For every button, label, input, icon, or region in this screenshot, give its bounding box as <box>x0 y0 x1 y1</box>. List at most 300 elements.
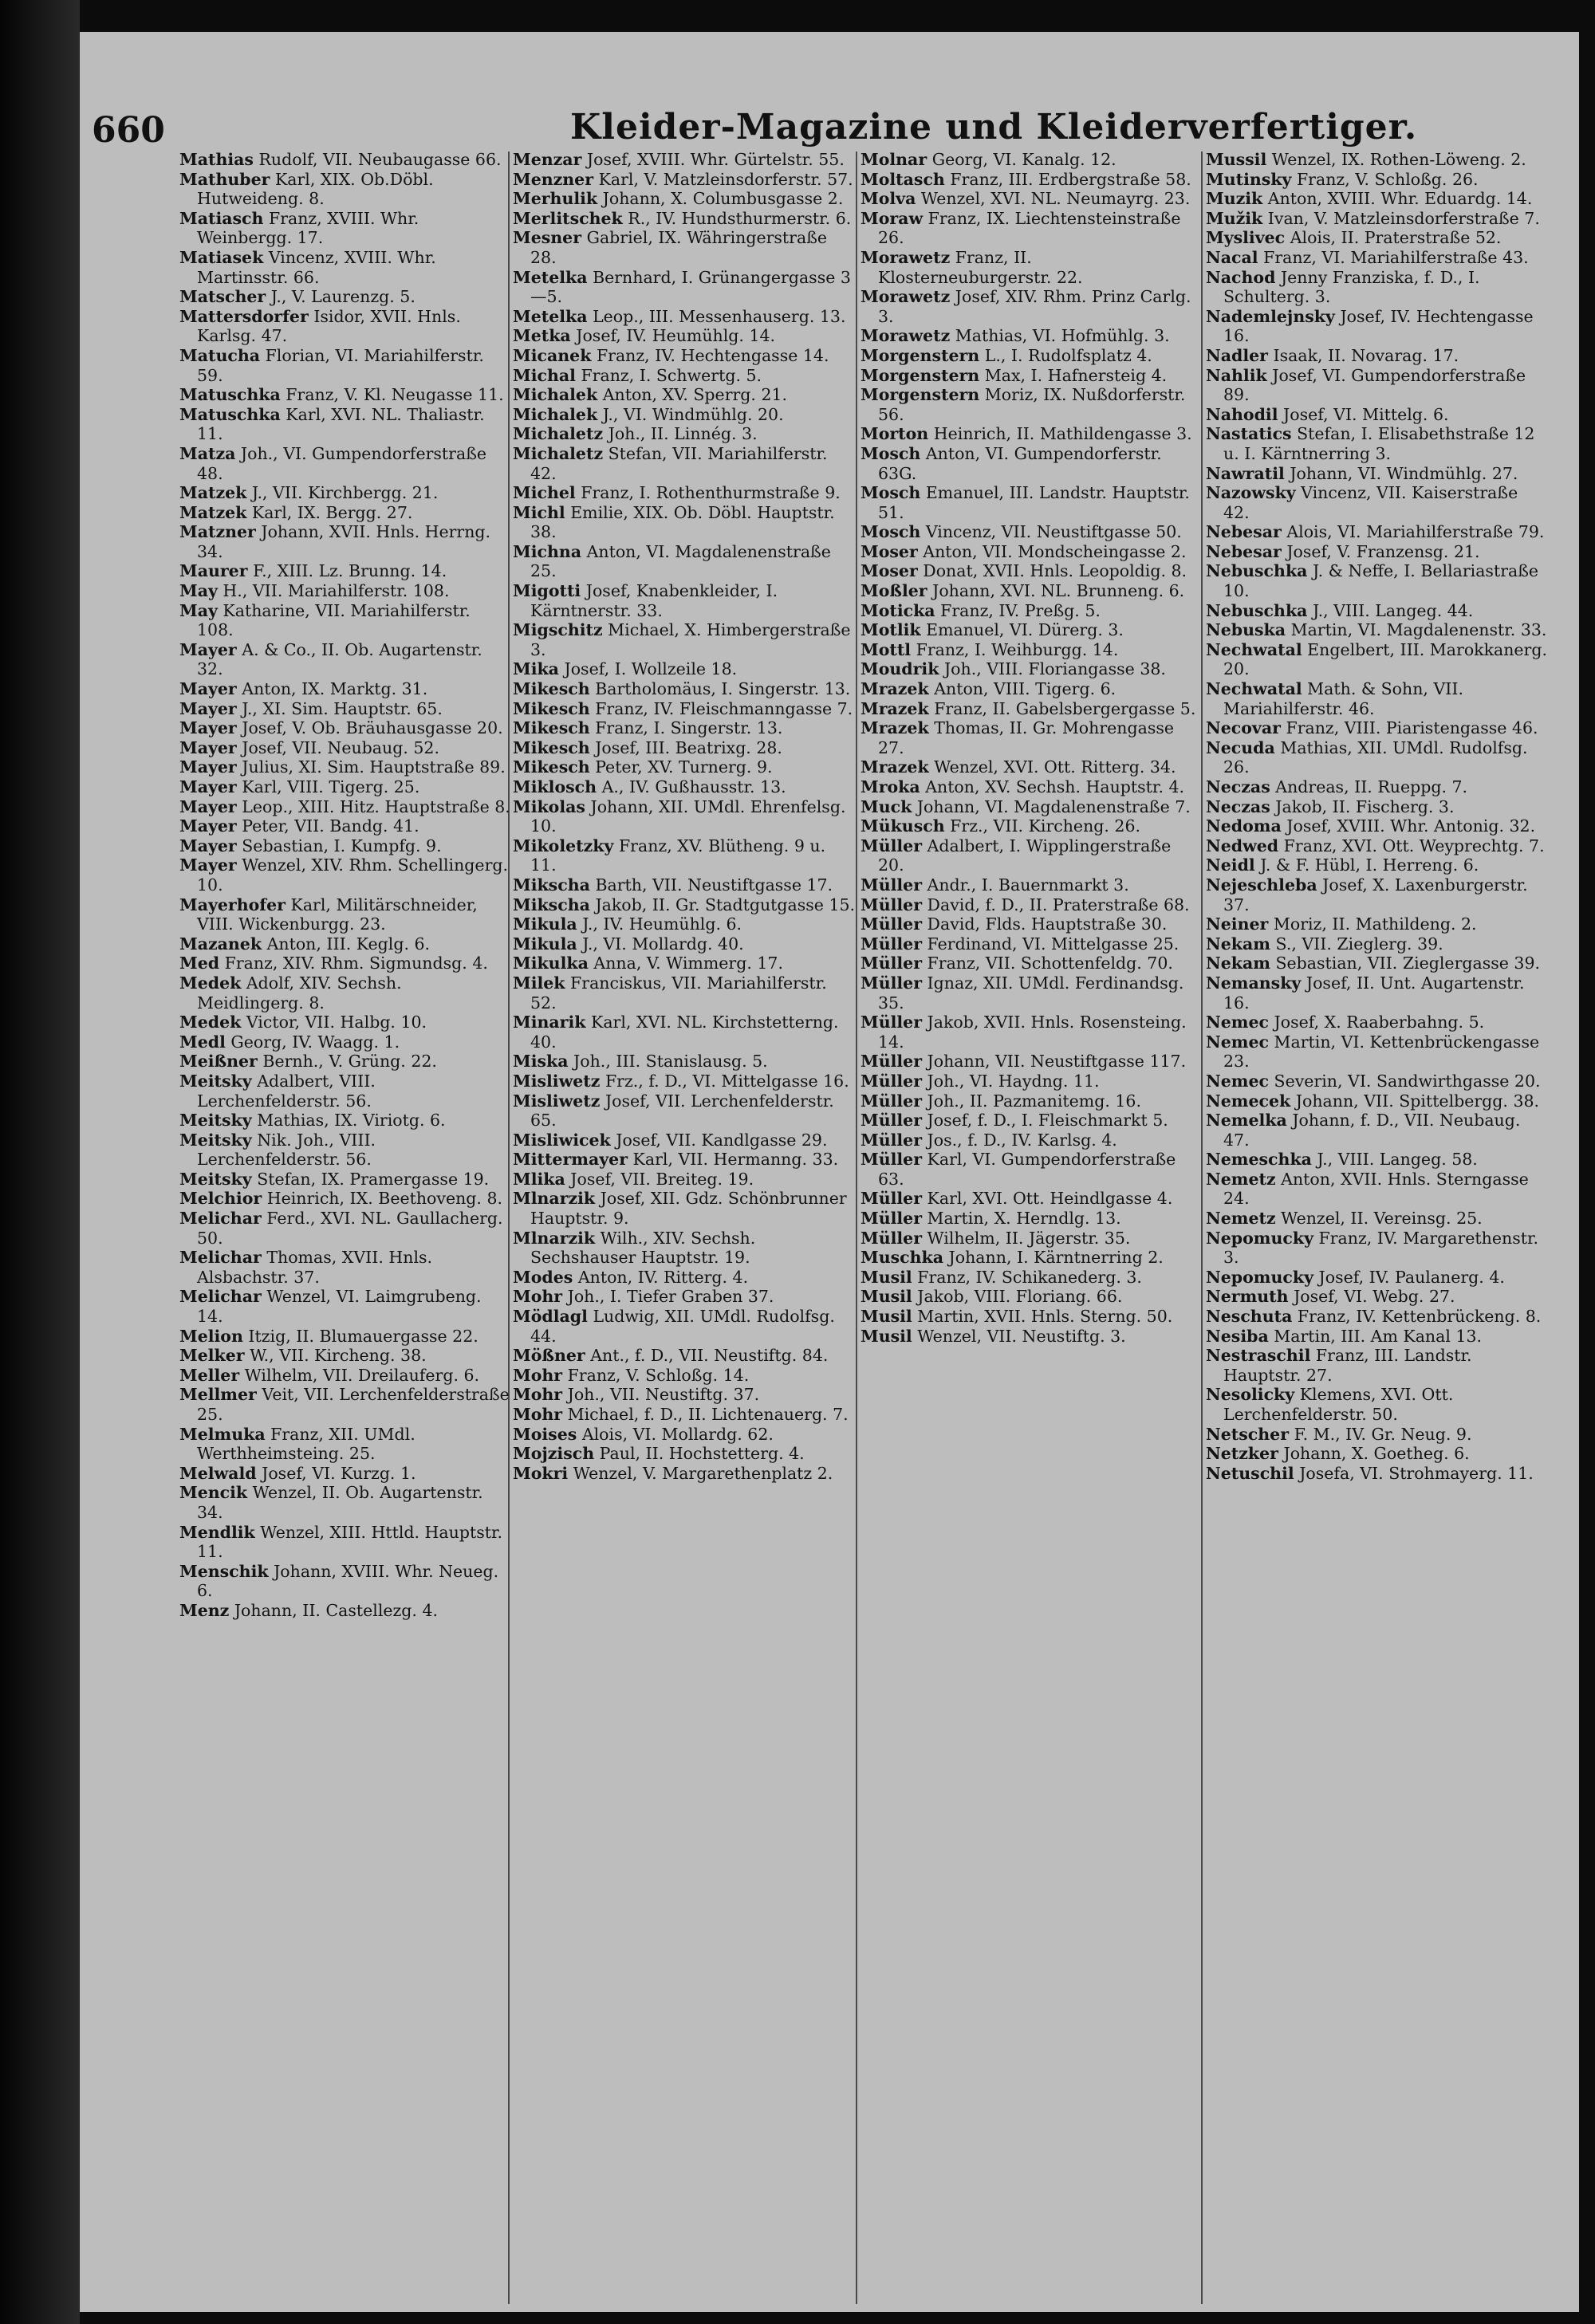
entry-surname: Menzar <box>513 150 582 169</box>
entry-details: Frz., VII. Kircheng. 26. <box>950 816 1141 836</box>
entry-details: Joh., II. Pazmanitemg. 16. <box>927 1091 1141 1111</box>
entry-details: Frz., f. D., VI. Mittelgasse 16. <box>605 1071 849 1091</box>
entry-surname: Michalek <box>513 404 598 424</box>
entry-surname: Nesiba <box>1206 1326 1269 1346</box>
directory-entry <box>1206 1444 1549 1464</box>
entry-surname: Mayer <box>179 737 237 757</box>
entry-surname: Mussil <box>1206 150 1267 169</box>
entry-surname: Mayer <box>179 796 237 816</box>
entry-details: Michael, f. D., II. Lichtenauerg. 7. <box>567 1405 849 1424</box>
directory-entry <box>861 973 1199 1013</box>
entry-surname: Necovar <box>1206 718 1281 738</box>
directory-entry <box>1206 522 1549 542</box>
entry-surname: Muzik <box>1206 189 1263 209</box>
directory-entry <box>861 248 1199 287</box>
directory-entry <box>179 1425 510 1464</box>
entry-details: Karl, VIII. Tigerg. 25. <box>242 777 420 796</box>
directory-entry <box>1206 424 1549 463</box>
directory-entry <box>861 385 1199 424</box>
directory-entry <box>1206 836 1549 856</box>
directory-entry <box>513 1405 856 1425</box>
entry-details: Engelbert, III. Marokkanerg. 20. <box>1223 639 1547 679</box>
directory-entry <box>513 1307 856 1346</box>
entry-details: Johann, X. Goetheg. 6. <box>1283 1444 1470 1464</box>
directory-entry <box>1206 346 1549 366</box>
entry-details: Franz, XV. Blütheng. 9 u. 11. <box>530 836 826 875</box>
directory-entry <box>179 777 510 797</box>
directory-entry <box>513 189 856 209</box>
directory-entry <box>1206 640 1549 679</box>
directory-entry <box>861 1248 1199 1268</box>
entry-details: Franz, XVIII. Whr. Weinbergg. 17. <box>197 208 419 248</box>
entry-details: J. & F. Hübl, I. Herreng. 6. <box>1260 855 1479 875</box>
entry-surname: Müller <box>861 934 923 954</box>
entry-surname: Mikolas <box>513 796 585 816</box>
directory-entry <box>179 444 510 483</box>
directory-entry <box>1206 934 1549 954</box>
directory-entry <box>1206 561 1549 600</box>
entry-surname: Nesolicky <box>1206 1385 1295 1405</box>
directory-entry <box>513 483 856 503</box>
entry-surname: Mosch <box>861 522 921 542</box>
entry-surname: Nepomucky <box>1206 1267 1313 1287</box>
directory-entry <box>513 424 856 444</box>
entry-details: Karl, XVI. Ott. Heindlgasse 4. <box>927 1189 1173 1209</box>
directory-entry <box>513 757 856 777</box>
entry-surname: Minarik <box>513 1013 586 1032</box>
entry-details: Joh., VI. Gumpendorferstraße 48. <box>197 443 487 483</box>
entry-surname: Nestraschil <box>1206 1346 1311 1366</box>
entry-details: Johann, XVI. NL. Brunneng. 6. <box>932 581 1185 601</box>
entry-surname: Müller <box>861 895 923 914</box>
entry-details: Karl, IX. Bergg. 27. <box>251 502 413 522</box>
entry-details: Josef, III. Beatrixg. 28. <box>595 737 782 757</box>
entry-surname: Michl <box>513 502 565 522</box>
entry-details: A., IV. Gußhausstr. 13. <box>601 777 786 796</box>
directory-entry <box>861 1307 1199 1327</box>
entry-surname: Mayer <box>179 777 237 796</box>
directory-entry <box>513 1464 856 1484</box>
entry-surname: Med <box>179 954 220 973</box>
entry-surname: Müller <box>861 1071 923 1091</box>
directory-entry <box>861 170 1199 190</box>
directory-entry <box>179 1170 510 1190</box>
directory-entry <box>513 1385 856 1405</box>
directory-entry <box>1206 1327 1549 1347</box>
directory-entry <box>1206 1209 1549 1229</box>
directory-entry <box>861 542 1199 562</box>
entry-surname: Müller <box>861 914 923 934</box>
entry-details: W., VII. Kircheng. 38. <box>250 1346 427 1366</box>
entry-surname: Nemansky <box>1206 973 1302 993</box>
entry-surname: Moltasch <box>861 169 945 189</box>
entry-surname: Muck <box>861 796 912 816</box>
directory-entry <box>179 836 510 856</box>
directory-entry <box>861 816 1199 836</box>
entry-details: Anton, IX. Marktg. 31. <box>242 679 428 699</box>
entry-details: Johann, VII. Neustiftgasse 117. <box>927 1052 1187 1072</box>
entry-details: Anton, VII. Mondscheingasse 2. <box>923 541 1187 561</box>
directory-entry <box>179 973 510 1013</box>
directory-entry <box>179 718 510 738</box>
book-spine-edge <box>0 0 80 2324</box>
directory-entry <box>1206 679 1549 718</box>
entry-surname: Matzek <box>179 483 247 503</box>
entry-details: Franz, VIII. Piaristengasse 46. <box>1286 718 1538 738</box>
entry-details: David, Flds. Hauptstraße 30. <box>927 914 1168 934</box>
entry-details: J., VI. Mollardg. 40. <box>582 934 744 954</box>
entry-surname: Migotti <box>513 581 581 601</box>
entry-surname: Mikula <box>513 914 577 934</box>
directory-entry <box>513 405 856 425</box>
entry-surname: Mikesch <box>513 718 590 738</box>
directory-entry <box>1206 1170 1549 1209</box>
entry-surname: Müller <box>861 1111 923 1131</box>
entry-surname: Morgenstern <box>861 365 980 385</box>
entry-details: J., VII. Kirchbergg. 21. <box>251 483 439 503</box>
entry-surname: Mayer <box>179 836 237 855</box>
entry-details: Martin, III. Am Kanal 13. <box>1274 1326 1483 1346</box>
entry-surname: Motlik <box>861 620 921 640</box>
entry-details: Franz, XIV. Rhm. Sigmundsg. 4. <box>224 954 488 973</box>
directory-entry <box>513 1366 856 1386</box>
entry-details: Josef, VII. Lerchenfelderstr. 65. <box>530 1091 834 1131</box>
directory-entry <box>861 954 1199 973</box>
entry-details: Anton, III. Keglg. 6. <box>266 934 431 954</box>
entry-surname: Müller <box>861 836 923 855</box>
entry-surname: Morawetz <box>861 247 951 267</box>
directory-entry <box>861 346 1199 366</box>
entry-details: Joh., II. Linnég. 3. <box>608 424 758 444</box>
entry-details: Karl, XVI. NL. Kirchstetterng. 40. <box>530 1013 839 1052</box>
entry-details: Anton, VI. Magdalenenstraße 25. <box>530 541 831 581</box>
entry-details: Wenzel, V. Margarethenplatz 2. <box>573 1463 833 1483</box>
entry-surname: Mikesch <box>513 679 590 699</box>
entry-surname: Moudrik <box>861 659 939 679</box>
directory-entry <box>861 1072 1199 1091</box>
directory-entry <box>179 1366 510 1386</box>
entry-details: Anton, IV. Ritterg. 4. <box>577 1267 749 1287</box>
directory-entry <box>861 659 1199 679</box>
directory-entry <box>1206 1111 1549 1150</box>
entry-surname: Medek <box>179 973 242 993</box>
entry-details: Franz, IV. Preßg. 5. <box>940 600 1101 620</box>
entry-details: Georg, IV. Waagg. 1. <box>230 1032 400 1052</box>
entry-details: Josef, IV. Hechtengasse 16. <box>1223 306 1534 346</box>
directory-entry <box>1206 189 1549 209</box>
entry-details: Franz, VI. Mariahilferstraße 43. <box>1263 247 1529 267</box>
entry-details: Vincenz, VII. Kaiserstraße 42. <box>1223 483 1518 522</box>
directory-entry <box>513 1131 856 1150</box>
entry-details: Wenzel, II. Ob. Augartenstr. 34. <box>197 1483 483 1522</box>
directory-entry <box>861 561 1199 581</box>
directory-entry <box>513 209 856 229</box>
entry-surname: Metelka <box>513 306 588 326</box>
entry-details: Peter, XV. Turnerg. 9. <box>595 757 773 777</box>
entry-details: Wenzel, VI. Laimgrubeng. 14. <box>197 1287 482 1327</box>
entry-details: J., XI. Sim. Hauptstr. 65. <box>242 698 443 718</box>
directory-entry <box>861 777 1199 797</box>
entry-details: Martin, X. Herndlg. 13. <box>927 1209 1121 1229</box>
directory-entry <box>861 875 1199 895</box>
directory-entry <box>1206 1150 1549 1170</box>
entry-surname: Michaletz <box>513 443 604 463</box>
entry-surname: Migschitz <box>513 620 603 640</box>
entry-surname: Moser <box>861 541 918 561</box>
directory-entry <box>513 444 856 483</box>
entry-surname: Merlitschek <box>513 208 623 228</box>
entry-details: Jos., f. D., IV. Karlsg. 4. <box>927 1130 1117 1150</box>
entry-surname: Mayer <box>179 718 237 738</box>
entry-details: Florian, VI. Mariahilferstr. 59. <box>197 345 484 385</box>
entry-details: Franz, IV. Kettenbrückeng. 8. <box>1297 1307 1542 1327</box>
entry-surname: Melker <box>179 1346 245 1366</box>
entry-surname: Nacal <box>1206 247 1258 267</box>
entry-details: Anton, VIII. Tigerg. 6. <box>934 679 1116 699</box>
directory-entry <box>861 679 1199 699</box>
entry-surname: Melwald <box>179 1463 257 1483</box>
entry-details: Johann, XII. UMdl. Ehrenfelsg. 10. <box>530 796 846 836</box>
entry-surname: Musil <box>861 1307 912 1327</box>
entry-details: Josef, XII. Gdz. Schönbrunner Hauptstr. 9. <box>530 1189 847 1229</box>
entry-details: Jakob, VIII. Floriang. 66. <box>917 1287 1123 1307</box>
directory-entry <box>1206 1287 1549 1307</box>
directory-entry <box>513 718 856 738</box>
entry-surname: Morgenstern <box>861 385 980 405</box>
directory-entry <box>513 326 856 346</box>
directory-entry <box>1206 405 1549 425</box>
directory-entry <box>513 954 856 973</box>
directory-entry <box>179 581 510 601</box>
entry-surname: Mayer <box>179 698 237 718</box>
directory-entry <box>861 287 1199 326</box>
directory-entry <box>513 875 856 895</box>
entry-details: Wilhelm, II. Jägerstr. 35. <box>927 1228 1131 1248</box>
entry-surname: Melmuka <box>179 1424 266 1444</box>
entry-surname: Metka <box>513 326 571 346</box>
entry-surname: Menzner <box>513 169 594 189</box>
entry-surname: Mutinsky <box>1206 169 1292 189</box>
entry-surname: Mattersdorfer <box>179 306 309 326</box>
entry-details: J. & Neffe, I. Bellariastraße 10. <box>1223 561 1539 601</box>
entry-details: R., IV. Hundsthurmerstr. 6. <box>628 208 852 228</box>
entry-details: Franz, IV. Fleischmanngasse 7. <box>595 698 853 718</box>
directory-entry <box>179 816 510 836</box>
entry-surname: Nahlik <box>1206 365 1267 385</box>
entry-details: Ivan, V. Matzleinsdorferstraße 7. <box>1267 208 1540 228</box>
entry-details: Katharine, VII. Mariahilferstr. 108. <box>197 600 471 640</box>
directory-entry <box>513 699 856 719</box>
entry-surname: Mosch <box>861 483 921 503</box>
entry-details: Franz, V. Schloßg. 14. <box>567 1365 750 1385</box>
directory-entry <box>513 542 856 581</box>
entry-details: Stefan, I. Elisabethstraße 12 u. I. Kärntnerring 3. <box>1223 424 1535 463</box>
entry-details: Paul, II. Hochstetterg. 4. <box>599 1444 805 1464</box>
directory-entry <box>513 895 856 915</box>
entry-surname: Mayer <box>179 757 237 777</box>
directory-entry <box>513 581 856 620</box>
directory-entry <box>861 640 1199 660</box>
entry-surname: Modes <box>513 1267 573 1287</box>
directory-entry <box>1206 777 1549 797</box>
entry-details: Vincenz, VII. Neustiftgasse 50. <box>925 522 1182 542</box>
entry-surname: Neschuta <box>1206 1307 1293 1327</box>
entry-surname: Mencik <box>179 1483 248 1503</box>
directory-entry <box>513 1346 856 1366</box>
directory-entry <box>179 1287 510 1326</box>
entry-surname: Nadler <box>1206 345 1268 365</box>
entry-surname: Nechwatal <box>1206 679 1302 699</box>
entry-surname: Nemeschka <box>1206 1150 1312 1170</box>
directory-entry <box>179 170 510 209</box>
entry-details: Mathias, XII. UMdl. Rudolfsg. 26. <box>1223 737 1528 777</box>
entry-surname: Netscher <box>1206 1424 1290 1444</box>
directory-entry <box>513 1013 856 1052</box>
directory-entry <box>179 1346 510 1366</box>
directory-entry <box>1206 620 1549 640</box>
directory-entry <box>1206 875 1549 914</box>
entry-details: David, f. D., II. Praterstraße 68. <box>927 895 1190 914</box>
entry-details: Alois, II. Praterstraße 52. <box>1290 228 1502 248</box>
entry-surname: Micanek <box>513 345 592 365</box>
directory-entry <box>1206 1072 1549 1091</box>
entry-details: Wenzel, XIV. Rhm. Schellingerg. 10. <box>197 855 509 895</box>
directory-entry <box>1206 464 1549 484</box>
entry-details: Anton, XV. Sechsh. Hauptstr. 4. <box>925 777 1185 796</box>
directory-column-2 <box>513 150 856 2302</box>
entry-details: J., V. Laurenzg. 5. <box>270 287 415 307</box>
directory-entry <box>1206 1385 1549 1424</box>
directory-entry <box>1206 718 1549 738</box>
entry-surname: Müller <box>861 1130 923 1150</box>
directory-entry <box>179 503 510 523</box>
directory-entry <box>1206 1425 1549 1445</box>
entry-details: Anton, VI. Gumpendorferstr. 63G. <box>878 443 1162 483</box>
entry-details: Adalbert, I. Wipplingerstraße 20. <box>878 836 1172 875</box>
directory-entry <box>1206 1229 1549 1268</box>
entry-details: Alois, VI. Mollardg. 62. <box>581 1424 774 1444</box>
entry-surname: Mohr <box>513 1365 563 1385</box>
entry-details: Moriz, IX. Nußdorferstr. 56. <box>878 385 1186 424</box>
entry-details: Ant., f. D., VII. Neustiftg. 84. <box>590 1346 829 1366</box>
entry-details: Johann, VI. Windmühlg. 27. <box>1290 463 1518 483</box>
directory-entry <box>513 1072 856 1091</box>
directory-entry <box>861 326 1199 346</box>
entry-surname: Müller <box>861 875 923 895</box>
entry-surname: Nebesar <box>1206 522 1282 542</box>
entry-surname: Meller <box>179 1365 240 1385</box>
entry-surname: Meißner <box>179 1052 258 1072</box>
entry-details: Martin, VI. Magdalenenstr. 33. <box>1290 620 1547 640</box>
directory-entry <box>179 1013 510 1032</box>
entry-details: Joh., VI. Haydng. 11. <box>927 1071 1100 1091</box>
directory-entry <box>1206 1013 1549 1032</box>
entry-surname: Medl <box>179 1032 226 1052</box>
entry-details: Franz, IV. Hechtengasse 14. <box>596 345 829 365</box>
entry-details: Sebastian, VII. Zieglergasse 39. <box>1275 954 1541 973</box>
entry-details: Wenzel, XIII. Httld. Hauptstr. 11. <box>197 1522 503 1562</box>
entry-details: Josef, VII. Kandlgasse 29. <box>616 1130 828 1150</box>
entry-details: Wenzel, XVI. Ott. Ritterg. 34. <box>934 757 1176 777</box>
entry-surname: Matzek <box>179 502 247 522</box>
entry-surname: Nermuth <box>1206 1287 1289 1307</box>
entry-surname: May <box>179 600 218 620</box>
directory-entry <box>1206 855 1549 875</box>
entry-details: Josef, VI. Webg. 27. <box>1294 1287 1455 1307</box>
directory-entry <box>861 366 1199 386</box>
column-divider <box>856 151 857 2304</box>
entry-surname: Maurer <box>179 561 248 581</box>
directory-entry <box>179 954 510 973</box>
directory-entry <box>1206 816 1549 836</box>
entry-surname: Mikulka <box>513 954 589 973</box>
entry-surname: Moises <box>513 1424 577 1444</box>
directory-entry <box>179 248 510 287</box>
entry-details: Michael, X. Himbergerstraße 3. <box>530 620 851 659</box>
entry-surname: Mrazek <box>861 698 929 718</box>
entry-details: Johann, VI. Magdalenenstraße 7. <box>916 796 1191 816</box>
entry-surname: Mottl <box>861 639 912 659</box>
directory-entry <box>1206 1346 1549 1385</box>
entry-surname: Musil <box>861 1287 912 1307</box>
entry-details: Franz, VII. Schottenfeldg. 70. <box>927 954 1173 973</box>
entry-details: Sebastian, I. Kumpfg. 9. <box>242 836 442 855</box>
entry-surname: Nebuschka <box>1206 561 1308 581</box>
directory-entry <box>861 895 1199 915</box>
entry-details: Itzig, II. Blumauergasse 22. <box>248 1326 478 1346</box>
entry-surname: Nekam <box>1206 954 1270 973</box>
directory-entry <box>861 836 1199 875</box>
entry-details: Donat, XVII. Hnls. Leopoldig. 8. <box>923 561 1187 581</box>
entry-surname: Nachod <box>1206 267 1276 287</box>
entry-surname: Neidl <box>1206 855 1255 875</box>
entry-details: Johann, f. D., VII. Neubaug. 47. <box>1223 1111 1521 1150</box>
directory-entry <box>1206 150 1549 170</box>
entry-surname: Netuschil <box>1206 1463 1294 1483</box>
directory-entry <box>513 973 856 1013</box>
entry-details: Andreas, II. Rueppg. 7. <box>1275 777 1468 796</box>
directory-entry <box>179 1131 510 1170</box>
directory-entry <box>861 1327 1199 1347</box>
directory-entry <box>1206 228 1549 248</box>
directory-entry <box>513 914 856 934</box>
directory-entry <box>861 444 1199 483</box>
directory-entry <box>1206 1091 1549 1111</box>
entry-surname: Müller <box>861 973 923 993</box>
entry-details: Josef, IV. Paulanerg. 4. <box>1318 1267 1505 1287</box>
entry-surname: Merhulik <box>513 189 598 209</box>
entry-details: Ferd., XVI. NL. Gaullacherg. 50. <box>197 1209 503 1248</box>
entry-details: Josef, VI. Mittelg. 6. <box>1283 404 1449 424</box>
entry-surname: Moßler <box>861 581 927 601</box>
entry-details: Josef, f. D., I. Fleischmarkt 5. <box>927 1111 1168 1131</box>
directory-entry <box>179 934 510 954</box>
entry-surname: Mayer <box>179 855 237 875</box>
entry-surname: Musil <box>861 1267 912 1287</box>
entry-details: Joh., VII. Neustiftg. 37. <box>567 1385 760 1405</box>
entry-details: Franz, III. Erdbergstraße 58. <box>950 169 1191 189</box>
entry-surname: Mittermayer <box>513 1150 628 1170</box>
directory-entry <box>513 1170 856 1190</box>
entry-details: Bartholomäus, I. Singerstr. 13. <box>595 679 851 699</box>
entry-surname: Meitsky <box>179 1130 252 1150</box>
entry-details: Adalbert, VIII. Lerchenfelderstr. 56. <box>197 1071 376 1111</box>
entry-details: Bernhard, I. Grünangergasse 3—5. <box>530 267 851 307</box>
entry-surname: Nedwed <box>1206 836 1279 855</box>
directory-entry <box>513 659 856 679</box>
entry-surname: Nemec <box>1206 1013 1269 1032</box>
directory-entry <box>179 1072 510 1111</box>
